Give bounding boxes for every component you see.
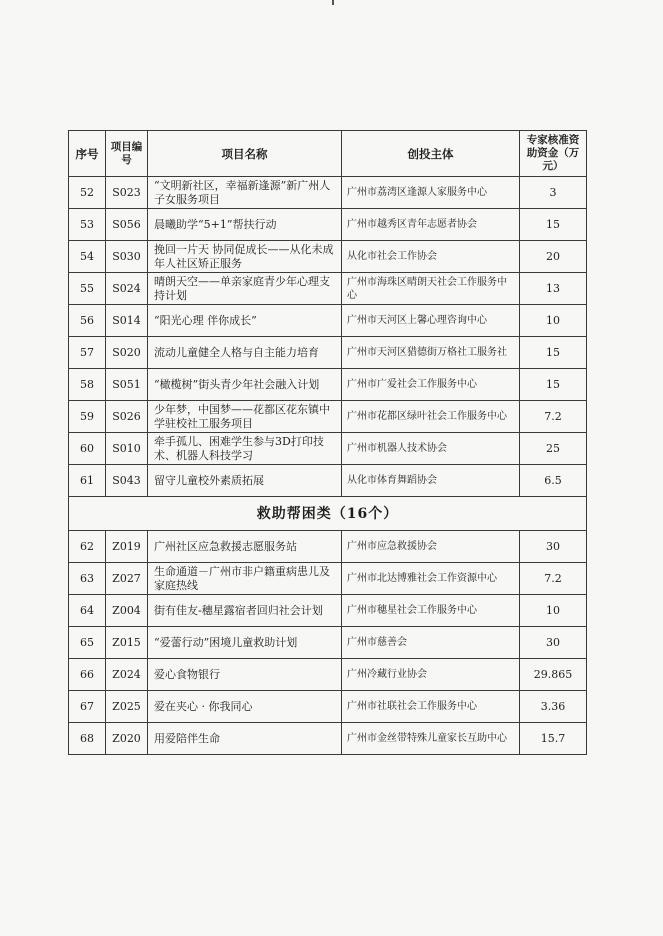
cell-project-name: 晨曦助学“5+1”帮扶行动: [148, 209, 342, 241]
cell-seq: 68: [69, 723, 106, 755]
cell-host: 广州市北达博雅社会工作资源中心: [342, 563, 520, 595]
cell-code: Z019: [106, 531, 148, 563]
cell-amount: 15: [520, 209, 587, 241]
header-seq: 序号: [69, 131, 106, 177]
cell-host: 从化市体育舞蹈协会: [342, 465, 520, 497]
cell-seq: 60: [69, 433, 106, 465]
cell-seq: 56: [69, 305, 106, 337]
cell-code: Z020: [106, 723, 148, 755]
header-amount: 专家核准资助资金（万元）: [520, 131, 587, 177]
cell-project-name: “爱蕾行动”困境儿童救助计划: [148, 627, 342, 659]
cell-amount: 7.2: [520, 563, 587, 595]
cell-seq: 66: [69, 659, 106, 691]
cell-amount: 7.2: [520, 401, 587, 433]
cell-amount: 20: [520, 241, 587, 273]
cell-amount: 25: [520, 433, 587, 465]
cell-project-name: 少年梦，中国梦——花都区花东镇中学驻校社工服务项目: [148, 401, 342, 433]
table-row: [69, 563, 587, 595]
table-row: [69, 531, 587, 563]
cell-host: 广州市社联社会工作服务中心: [342, 691, 520, 723]
cell-project-name: 爱心食物银行: [148, 659, 342, 691]
table-row: [69, 595, 587, 627]
cell-project-name: 用爱陪伴生命: [148, 723, 342, 755]
table-row: [69, 691, 587, 723]
cell-seq: 67: [69, 691, 106, 723]
cell-project-name: “阳光心理 伴你成长”: [148, 305, 342, 337]
header-name: 项目名称: [148, 131, 342, 177]
cell-seq: 61: [69, 465, 106, 497]
cell-seq: 55: [69, 273, 106, 305]
project-table: [68, 130, 587, 755]
cell-host: 广州市穗星社会工作服务中心: [342, 595, 520, 627]
cell-code: S030: [106, 241, 148, 273]
cell-code: S020: [106, 337, 148, 369]
cell-code: S051: [106, 369, 148, 401]
section-title: 救助帮困类（16个）: [69, 497, 587, 531]
table-row: [69, 337, 587, 369]
cell-host: 广州市广爱社会工作服务中心: [342, 369, 520, 401]
cell-host: 广州市越秀区青年志愿者协会: [342, 209, 520, 241]
cell-host: 广州市荔湾区逢源人家服务中心: [342, 177, 520, 209]
table-row: [69, 305, 587, 337]
table-row: [69, 627, 587, 659]
cell-seq: 64: [69, 595, 106, 627]
cell-seq: 65: [69, 627, 106, 659]
cell-amount: 3: [520, 177, 587, 209]
cell-amount: 30: [520, 531, 587, 563]
cell-code: S024: [106, 273, 148, 305]
cell-code: Z024: [106, 659, 148, 691]
table-row: [69, 273, 587, 305]
table-row: [69, 659, 587, 691]
cell-seq: 62: [69, 531, 106, 563]
cell-code: S023: [106, 177, 148, 209]
cell-project-name: “橄榄树”街头青少年社会融入计划: [148, 369, 342, 401]
cell-amount: 6.5: [520, 465, 587, 497]
cell-host: 广州冷藏行业协会: [342, 659, 520, 691]
table-row: [69, 723, 587, 755]
cell-seq: 63: [69, 563, 106, 595]
cell-code: S056: [106, 209, 148, 241]
cell-code: S014: [106, 305, 148, 337]
cell-seq: 59: [69, 401, 106, 433]
cell-code: S026: [106, 401, 148, 433]
cell-host: 广州市机器人技术协会: [342, 433, 520, 465]
cell-code: Z015: [106, 627, 148, 659]
cell-host: 广州市天河区上馨心理咨询中心: [342, 305, 520, 337]
cell-host: 从化市社会工作协会: [342, 241, 520, 273]
header-code: 项目编号: [106, 131, 148, 177]
cell-amount: 15: [520, 337, 587, 369]
cell-project-name: 街有佳友-穗星露宿者回归社会计划: [148, 595, 342, 627]
page-top-mark: [332, 0, 334, 5]
cell-project-name: 广州社区应急救援志愿服务站: [148, 531, 342, 563]
cell-amount: 30: [520, 627, 587, 659]
cell-seq: 57: [69, 337, 106, 369]
cell-project-name: “文明新社区，幸福新逢源”新广州人子女服务项目: [148, 177, 342, 209]
cell-project-name: 牵手孤儿、困难学生参与3D打印技术、机器人科技学习: [148, 433, 342, 465]
cell-amount: 15: [520, 369, 587, 401]
table-header-row: [69, 131, 587, 177]
cell-code: Z004: [106, 595, 148, 627]
cell-seq: 58: [69, 369, 106, 401]
table-row: [69, 433, 587, 465]
cell-project-name: 晴朗天空——单亲家庭青少年心理支持计划: [148, 273, 342, 305]
cell-host: 广州市海珠区晴朗天社会工作服务中心: [342, 273, 520, 305]
cell-code: S010: [106, 433, 148, 465]
table-row: [69, 177, 587, 209]
table-row: [69, 209, 587, 241]
table-row: [69, 369, 587, 401]
cell-amount: 3.36: [520, 691, 587, 723]
cell-project-name: 生命通道－广州市非户籍重病患儿及家庭热线: [148, 563, 342, 595]
cell-amount: 10: [520, 595, 587, 627]
cell-seq: 54: [69, 241, 106, 273]
cell-project-name: 流动儿童健全人格与自主能力培育: [148, 337, 342, 369]
cell-host: 广州市天河区猎德街万格社工服务社: [342, 337, 520, 369]
cell-amount: 13: [520, 273, 587, 305]
cell-project-name: 挽回一片天 协同促成长——从化未成年人社区矫正服务: [148, 241, 342, 273]
cell-amount: 10: [520, 305, 587, 337]
cell-amount: 15.7: [520, 723, 587, 755]
table-row: [69, 241, 587, 273]
table-row: [69, 465, 587, 497]
cell-seq: 53: [69, 209, 106, 241]
table-row: [69, 401, 587, 433]
cell-seq: 52: [69, 177, 106, 209]
cell-code: S043: [106, 465, 148, 497]
cell-host: 广州市花都区绿叶社会工作服务中心: [342, 401, 520, 433]
cell-project-name: 爱在夹心 · 你我同心: [148, 691, 342, 723]
cell-code: Z025: [106, 691, 148, 723]
cell-amount: 29.865: [520, 659, 587, 691]
section-header-row: [69, 497, 587, 531]
cell-host: 广州市应急救援协会: [342, 531, 520, 563]
cell-project-name: 留守儿童校外素质拓展: [148, 465, 342, 497]
cell-host: 广州市慈善会: [342, 627, 520, 659]
cell-code: Z027: [106, 563, 148, 595]
cell-host: 广州市金丝带特殊儿童家长互助中心: [342, 723, 520, 755]
header-host: 创投主体: [342, 131, 520, 177]
